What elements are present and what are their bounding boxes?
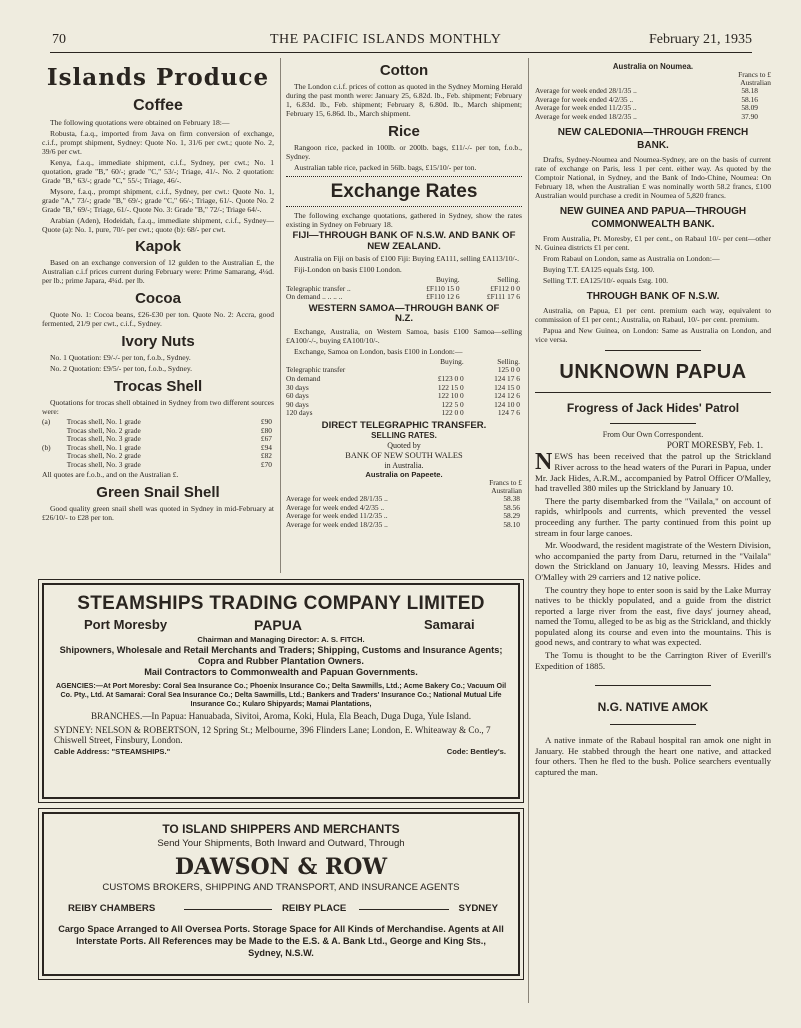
samoa-label: 90 days	[286, 399, 309, 409]
hides-p4: The country they hope to enter soon is said by the Lake Murray natives to be thickly populated, and a guide from the district reported a large river from the east, five days' journey ahead, named the Tomu, alleged to be as big as the Strickland, and thickly populated along its course and even into the mountains. This is good news, and contrary to what was expected.	[535, 584, 771, 648]
samoa-row	[286, 392, 522, 401]
kapok-heading: Kapok	[135, 238, 181, 255]
reiby-dash-1	[184, 909, 272, 910]
samoa-row	[286, 375, 522, 384]
samoa-label: 30 days	[286, 382, 309, 392]
noumea-label: Average for week ended 4/2/35 ..	[535, 94, 634, 104]
dawson-line-2: Send Your Shipments, Both Inward and Outward, Through	[157, 838, 405, 849]
trocas-name: Trocas shell, No. 3 grade	[66, 434, 141, 444]
samoa-sell: 124 15 0	[494, 382, 520, 392]
fiji-p1: Australia on Fiji on basis of £100 Fiji: Buying £A111, selling £A113/10/-.	[294, 254, 520, 263]
cable-address: Cable Address: "STEAMSHIPS."	[54, 746, 171, 756]
dtt-selling-rates: SELLING RATES.	[371, 430, 437, 440]
samoa-selling-head: Selling.	[497, 356, 520, 366]
cotton-heading: Cotton	[379, 62, 429, 79]
trocas-name: Trocas shell, No. 1 grade	[66, 417, 141, 426]
coffee-p4: Mysore, f.a.q., prompt shipment, c.i.f., Sydney, per cwt.: Quote No. 1, grade "A," 73/-; grade "B," 69/-; grade "C," 66/-; Triage, 61/-. Quote No. 2 Grade "B," 69/-; Triage, 61/-. Quote No. 3: Grade "B," 72/-; Triage 64/-.	[42, 187, 274, 214]
trocas-name: Trocas shell, No. 2 grade	[66, 425, 141, 435]
rice-heading: Rice	[388, 123, 420, 140]
papeete-value: 58.10	[503, 519, 520, 529]
cable-row	[44, 747, 518, 759]
trocas-p2: All quotes are f.o.b., and on the Australian £.	[42, 469, 179, 479]
trocas-p1: Quotations for trocas shell obtained in Sydney from two different sources were:	[42, 398, 274, 416]
noumea-value: 58.18	[741, 86, 758, 95]
trocas-prefix	[42, 427, 67, 436]
dawson-line-1: TO ISLAND SHIPPERS AND MERCHANTS	[162, 822, 400, 836]
fiji-buy: £F110 12 6	[426, 292, 460, 302]
chairman-line: Chairman and Managing Director: A. S. FITCH.	[197, 635, 365, 644]
coffee-heading: Coffee	[133, 97, 183, 114]
trocas-row	[42, 461, 274, 470]
trocas-heading: Trocas Shell	[113, 378, 203, 395]
ivory-heading: Ivory Nuts	[121, 333, 195, 350]
dawson-line-4: Cargo Space Arranged to All Oversea Ports. Storage Space for All Kinds of Merchandise. Agents at All Interstate Ports. All References may be Made to the E.S. & A. Bank Ltd., George and King Sts., Sydney, N.S.W.	[58, 923, 504, 958]
exchange-bottom-rule	[286, 206, 522, 207]
hides-rule	[610, 423, 696, 424]
papeete-value: 58.29	[503, 511, 520, 521]
trocas-name: Trocas shell, No. 3 grade	[66, 459, 141, 469]
papeete-table	[286, 495, 522, 529]
trocas-price: £82	[260, 451, 272, 461]
papeete-value: 58.38	[503, 493, 520, 503]
fiji-label: Telegraphic transfer ..	[286, 283, 351, 293]
trocas-prefix: (b)	[42, 442, 51, 452]
port-moresby: Port Moresby	[84, 617, 168, 632]
papeete-label: Average for week ended 4/2/35 ..	[286, 502, 385, 512]
papua: PAPUA	[254, 617, 302, 633]
papeete-label: Average for week ended 11/2/35 ..	[286, 511, 388, 521]
amok-p1: A native inmate of the Rabaul hospital ran amok one night in January. He stabbed through the heart one native, and attacked four others. Then he fled to the bush. Police searchers eventually captured the man.	[535, 735, 771, 778]
papeete-row	[286, 521, 522, 530]
papeete-francs-head-1: Francs to £	[489, 477, 522, 487]
nc-p1: Drafts, Sydney-Noumea and Noumea-Sydney, are on the basis of current rate of exchange on Paris, less 1 per cent. either way. As quoted by the Comptoir National, in Sydney, and the Bank of Indo-Chine, Noumea: On February 18, when the Australian £ was nominally worth 58.2 francs, £100 Australian would purchase a credit in Noumea of 5,820 francs.	[535, 155, 771, 201]
drop-cap: N	[535, 449, 553, 476]
samoa-sell: 124 17 6	[494, 373, 520, 383]
samoa-buy: 122 15 0	[437, 382, 464, 392]
coffee-p3: Kenya, f.a.q., immediate shipment, c.i.f., Sydney, per cwt.; No. 1 quotation, grade "B," 60/-; grade "C," 53/-; Triage, 41/-. No. 2 quotation: Grade "B," 63/-; grade "C," 55/-; Triage, 46/-.	[42, 158, 274, 185]
column-divider-2	[528, 58, 529, 1003]
samoa-buy: 122 5 0	[441, 399, 464, 409]
samoa-row	[286, 366, 522, 375]
papeete-francs-head	[286, 479, 522, 495]
branches: BRANCHES.—In Papua: Hanuabada, Sivitoi, Aroma, Koki, Hula, Ela Beach, Duga Duga, Yule Island.	[90, 711, 472, 722]
noumea-row	[535, 113, 760, 122]
fiji-row	[286, 293, 522, 302]
samarai: Samarai	[424, 617, 475, 632]
samoa-buy: £123 0 0	[437, 373, 464, 383]
papeete-francs-head-2: Australian	[491, 485, 522, 495]
sydney-label: SYDNEY	[458, 902, 498, 914]
column-3	[535, 62, 771, 778]
nsw-p2: Papua and New Guinea, on London: Same as Australia on London, and vice versa.	[535, 326, 771, 345]
trocas-name: Trocas shell, No. 2 grade	[66, 451, 141, 461]
islands-produce-title: Islands Produce	[46, 64, 270, 91]
ivory-p2: No. 2 Quotation: £9/5/- per ton, f.o.b., Sydney.	[50, 364, 193, 373]
cotton-p1: The London c.i.f. prices of cotton as quoted in the Sydney Morning Herald during the past month were: January 25, 6.82d. lb., Feb. shipment; February 1, 6.83d. lb., Feb. shipment; February 8, 6.80d. lb., March shipment; February 15, 6.86d. lb., March shipment.	[286, 82, 522, 118]
correspondent-line: From Our Own Correspondent.	[602, 430, 704, 440]
dtt-bank: BANK OF NEW SOUTH WALES	[345, 450, 463, 460]
samoa-label: On demand	[286, 373, 321, 383]
samoa-heading: WESTERN SAMOA—THROUGH BANK OF N.Z.	[308, 302, 500, 325]
samoa-label: 60 days	[286, 391, 309, 401]
native-amok-heading: N.G. NATIVE AMOK	[597, 700, 709, 715]
nsw-p1: Australia, on Papua, £1 per cent. premium each way, equivalent to commission of £1 per cent.; Australia, on Rabaul, 10/- per cent. premium.	[535, 306, 771, 325]
fiji-p2: Fiji-London on basis £100 London.	[294, 265, 402, 274]
exchange-top-rule	[286, 176, 522, 177]
dawson-row-ad	[42, 812, 520, 976]
rice-p1: Rangoon rice, packed in 100lb. or 200lb. bags, £11/-/- per ton, f.o.b., Sydney.	[286, 143, 522, 161]
ng-p1: From Australia, Pt. Moresby, £1 per cent., on Rabaul 10/- per cent—other N. Guinea districts £1 per cent.	[535, 234, 771, 253]
rice-p2: Australian table rice, packed in 56lb. bags, £15/10/- per ton.	[294, 163, 477, 172]
unknown-papua-heading: UNKNOWN PAPUA	[559, 361, 747, 384]
papeete-label: Average for week ended 28/1/35 ..	[286, 493, 388, 503]
through-nsw-heading: THROUGH BANK OF N.S.W.	[586, 291, 720, 303]
dtt-quoted: Quoted by	[387, 440, 421, 450]
kapok-p1: Based on an exchange conversion of 12 gulden to the Australian £, the Australian c.i.f prices current during February were: Prime Samarang, 4¼d. per lb.; prime Japara, 4¼d. per lb.	[42, 258, 274, 285]
trocas-price: £70	[260, 459, 272, 469]
fiji-selling-head: Selling.	[497, 275, 520, 284]
samoa-buy: 122 0 0	[441, 408, 464, 418]
new-guinea-heading: NEW GUINEA AND PAPUA—THROUGH COMMONWEALTH BANK.	[559, 206, 747, 231]
column-2	[286, 62, 522, 529]
trocas-name: Trocas shell, No. 1 grade	[66, 442, 141, 452]
steamships-title: STEAMSHIPS TRADING COMPANY LIMITED	[77, 593, 485, 614]
ivory-p1: No. 1 Quotation: £9/-/- per ton, f.o.b., Sydney.	[50, 353, 191, 362]
fiji-label: On demand .. .. .. ..	[286, 292, 343, 302]
dtt-heading: DIRECT TELEGRAPHIC TRANSFER.	[321, 419, 487, 431]
hides-p3: Mr. Woodward, the resident magistrate of the Western Division, who accompanied the party from Daru, returned in the "Vailala" down the Strickland on January 10, leaving Messrs. Hides and O'Malley with 29 carriers and 12 native police.	[535, 540, 771, 582]
coffee-p5: Arabian (Aden), Hodeidah, f.a.q., immediate shipment, c.i.f., Sydney—Quote (a): No. 1, pure, 70/- per cwt.; quote (b): 68/- per cwt.	[42, 216, 274, 234]
noumea-label: Average for week ended 11/2/35 ..	[535, 103, 637, 113]
hides-p2: There the party disembarked from the "Vailala," on account of rapids, whirlpools and currents, which prevented the vessel proceeding any further. The party continued from this point up stream in four large canoes.	[535, 495, 771, 538]
dateline: PORT MORESBY, Feb. 1.	[666, 440, 763, 451]
column-divider-1	[280, 58, 281, 573]
ng-p4: Selling T.T. £A125/10/- equals £stg. 100.	[543, 276, 669, 286]
page-header	[52, 32, 752, 50]
samoa-label: Telegraphic transfer	[286, 365, 346, 375]
reiby-row	[44, 903, 518, 917]
publication-title: THE PACIFIC ISLANDS MONTHLY	[270, 32, 502, 47]
coffee-p2: Robusta, f.a.q., imported from Java on firm conversion of exchange, c.i.f., prompt shipment, Sydney: Quote No. 1, 31/6 per cwt.; quote No. 2, 39/6 per cwt.	[42, 129, 274, 156]
samoa-label: 120 days	[286, 408, 313, 418]
trocas-price: £67	[260, 434, 272, 444]
dawson-name: DAWSON & ROW	[174, 854, 388, 880]
fiji-buy: £F110 15 0	[426, 283, 460, 293]
samoa-table	[286, 358, 522, 418]
steamships-ports	[44, 617, 518, 635]
papeete-value: 58.56	[503, 502, 520, 512]
column-1	[42, 64, 274, 524]
noumea-label: Average for week ended 18/2/35 ..	[535, 111, 637, 121]
fiji-table	[286, 276, 522, 302]
exchange-p1: The following exchange quotations, gathered in Sydney, show the rates existing in Sydney on February 18.	[286, 211, 522, 229]
trocas-price: £90	[260, 417, 272, 426]
dawson-line-3: CUSTOMS BROKERS, SHIPPING AND TRANSPORT, AND INSURANCE AGENTS	[102, 882, 460, 893]
samoa-sell: 124 7 6	[497, 408, 520, 418]
samoa-buy: 122 10 0	[437, 391, 464, 401]
steamships-line-1: Shipowners, Wholesale and Retail Merchants and Traders; Shipping, Customs and Insurance Agents; Copra and Rubber Plantation Owners.	[59, 645, 503, 666]
trocas-table	[42, 418, 274, 470]
hides-p5: The Tomu is thought to be the Carrington River of Everill's Expedition of 1885.	[535, 650, 771, 671]
samoa-p2: Exchange, Samoa on London, basis £100 in London:—	[294, 346, 463, 356]
amok-top-rule	[595, 685, 711, 686]
trocas-prefix: (a)	[42, 417, 51, 426]
samoa-sell: 124 10 0	[494, 399, 520, 409]
reiby-chambers: REIBY CHAMBERS	[68, 902, 156, 914]
noumea-table	[535, 87, 760, 121]
code: Code: Bentley's.	[446, 746, 506, 756]
page-number: 70	[52, 32, 66, 47]
fiji-heading: FIJI—THROUGH BANK OF N.S.W. AND BANK OF NEW ZEALAND.	[292, 230, 516, 252]
noumea-label: Average for week ended 28/1/35 ..	[535, 86, 637, 95]
samoa-row	[286, 401, 522, 410]
hides-patrol-heading: Frogress of Jack Hides' Patrol	[566, 401, 740, 416]
noumea-francs-head-2: Australian	[740, 78, 771, 87]
hides-p1-text: EWS has been received that the patrol up the Strickland River across to the head waters of the Purari in Papua, under Mr. Jack Hides, A.R.M., accompanied by Patrol Officer O'Malley, had travelled 380 miles up the Strickland by January 10.	[535, 451, 771, 494]
coffee-p1: The following quotations were obtained on February 18:—	[50, 118, 230, 127]
fiji-sell: £F111 17 6	[486, 292, 520, 302]
steamships-line-2: Mail Contractors to Commonwealth and Papuan Governments.	[144, 667, 418, 677]
trocas-price: £94	[260, 442, 272, 452]
issue-date: February 21, 1935	[648, 32, 752, 47]
agencies: AGENCIES:—At Port Moresby: Coral Sea Insurance Co.; Phoenix Insurance Co.; Delta Sawmills, Ltd.; Acme Bakery Co.; Vacuum Oil Co. Pty., Ltd. At Samarai: Coral Sea Insurance Co.; Delta Sawmills, Ltd.; Bankers and Traders' Insurance Co.; National Mutual Life Insurance Co.; Kularo Shipyards; Mamai Plantations,	[55, 681, 507, 708]
hides-article	[535, 451, 771, 671]
papeete-label: Average for week ended 18/2/35 ..	[286, 519, 388, 529]
steamships-ad	[42, 583, 520, 799]
amok-bottom-rule	[610, 724, 696, 725]
green-snail-p1: Good quality green snail shell was quoted in Sydney in mid-February at £26/10/- to £28 per ton.	[42, 503, 274, 522]
noumea-francs-head-1: Francs to £	[738, 70, 771, 79]
samoa-row	[286, 409, 522, 418]
trocas-prefix	[42, 452, 67, 461]
reiby-dash-2	[359, 909, 449, 910]
samoa-sell: 125 0 0	[497, 365, 520, 375]
noumea-value: 58.16	[741, 94, 758, 104]
samoa-buying-head: Buying.	[440, 356, 464, 366]
new-caledonia-heading: NEW CALEDONIA—THROUGH FRENCH BANK.	[557, 127, 749, 152]
noumea-francs-head	[535, 71, 771, 87]
cocoa-p1: Quote No. 1: Cocoa beans, £26-£30 per ton. Quote No. 2: Accra, good fermented, 21/9 per cwt., c.i.f., Sydney.	[42, 310, 274, 328]
samoa-p1: Exchange, Australia, on Western Samoa, basis £100 Samoa—selling £A100/-/-, buying £A100/10/-.	[286, 326, 522, 345]
samoa-row	[286, 384, 522, 393]
noumea-value: 37.90	[741, 111, 758, 121]
papeete-heading: Australia on Papeete.	[365, 469, 443, 479]
section-rule	[605, 350, 701, 351]
header-rule	[50, 52, 752, 53]
dtt-in-australia: in Australia.	[384, 460, 424, 470]
noumea-value: 58.09	[741, 103, 758, 113]
hides-p1	[535, 451, 771, 493]
unknown-rule	[535, 392, 771, 393]
trocas-price: £80	[260, 425, 272, 435]
trocas-prefix	[42, 461, 67, 470]
fiji-buying-head: Buying.	[435, 275, 460, 284]
ng-p2: From Rabaul on London, same as Australia on London:—	[543, 254, 720, 264]
cocoa-heading: Cocoa	[135, 290, 181, 307]
sydney-agents: SYDNEY: NELSON & ROBERTSON, 12 Spring St.; Melbourne, 396 Flinders Lane; London, E. Whiteaway & Co., 7 Chiswell Street, Finsbury, London.	[54, 724, 491, 746]
ng-p3: Buying T.T. £A125 equals £stg. 100.	[543, 265, 655, 275]
noumea-heading: Australia on Noumea.	[612, 62, 694, 71]
samoa-sell: 124 12 6	[494, 391, 520, 401]
exchange-rates-heading: Exchange Rates	[330, 181, 478, 202]
reiby-place: REIBY PLACE	[282, 902, 347, 914]
green-snail-heading: Green Snail Shell	[96, 483, 220, 501]
fiji-sell: £F112 0 0	[490, 283, 520, 293]
